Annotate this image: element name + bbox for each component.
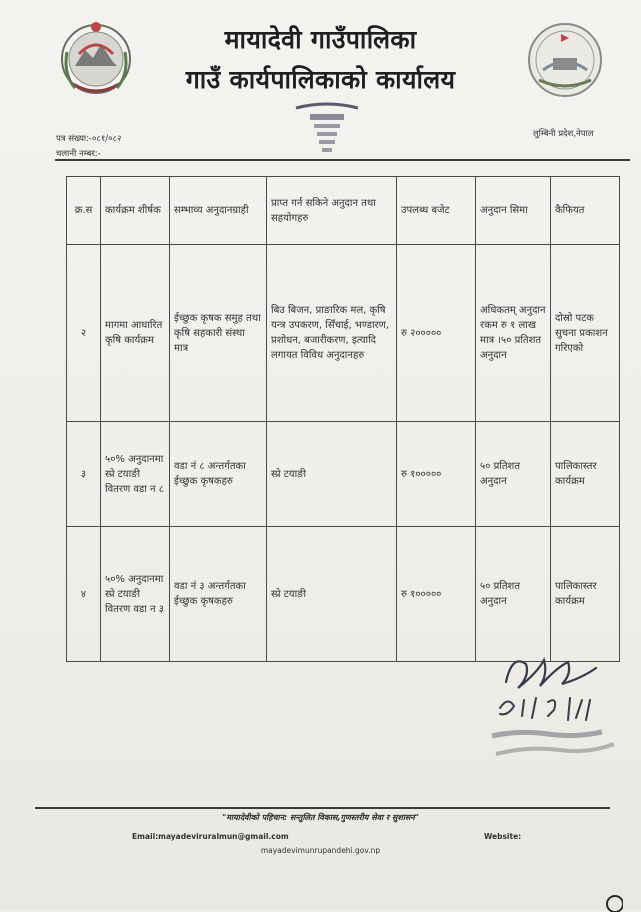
office-stamp-icon bbox=[292, 100, 362, 158]
cell-program-title: ५०% अनुदानमा स्प्रे टयाङी वितरण वडा न ३ bbox=[101, 527, 170, 662]
cell-grant-limit: अधिकतम् अनुदान रकम रु १ लाख मात्र ।५० प्रतिशत अनुदान bbox=[476, 245, 551, 422]
office-title: गाउँ कार्यपालिकाको कार्यालय bbox=[185, 65, 456, 94]
cell-serial: २ bbox=[67, 245, 101, 422]
header-remarks: कैफियत bbox=[551, 177, 620, 245]
header-grant-limit: अनुदान सिमा bbox=[476, 177, 551, 245]
header-beneficiary: सम्भाव्य अनुदानग्राही bbox=[170, 177, 267, 245]
footer-divider bbox=[35, 807, 610, 809]
cell-budget: रु १००००० bbox=[397, 527, 476, 662]
header-program-title: कार्यक्रम शीर्षक bbox=[101, 177, 170, 245]
letter-number: पत्र संख्या:-०८१/०८२ bbox=[56, 134, 122, 144]
province-label: लुम्बिनी प्रदेश,नेपाल bbox=[533, 129, 594, 139]
cell-grant-support: स्प्रे टयाङी bbox=[267, 527, 397, 662]
header-budget: उपलब्ध बजेट bbox=[397, 177, 476, 245]
municipality-logo-icon bbox=[525, 20, 605, 100]
header-grant-support: प्राप्त गर्न सकिने अनुदान तथा सहयोगहरु bbox=[267, 177, 397, 245]
cell-remarks: पालिकास्तर कार्यक्रम bbox=[551, 527, 620, 662]
cell-budget: रु १००००० bbox=[397, 422, 476, 527]
header-divider bbox=[55, 159, 630, 161]
header-serial: क्र.स bbox=[67, 177, 101, 245]
footer-website-label: Website: bbox=[484, 832, 522, 841]
cell-grant-support: स्प्रे टयाङी bbox=[267, 422, 397, 527]
cell-grant-limit: ५० प्रतिशत अनुदान bbox=[476, 422, 551, 527]
footer-website: mayadevimunrupandehi.gov.np bbox=[260, 846, 381, 855]
cell-program-title: ५०% अनुदानमा स्प्रे टयाङी वितरण वडा न ८ bbox=[101, 422, 170, 527]
cell-remarks: दोस्रो पटक सुचना प्रकाशन गरिएको bbox=[551, 245, 620, 422]
grant-program-table bbox=[66, 176, 620, 662]
cell-grant-limit: ५० प्रतिशत अनुदान bbox=[476, 527, 551, 662]
cell-beneficiary: वडा नं ३ अन्तर्गतका ईच्छुक कृषकहरु bbox=[170, 527, 267, 662]
dispatch-number: चलानी नम्बर:- bbox=[56, 149, 101, 159]
table-row bbox=[67, 245, 620, 422]
table-header-row bbox=[67, 177, 620, 245]
municipality-title: मायादेवी गाउँपालिका bbox=[224, 25, 417, 54]
cell-serial: ३ bbox=[67, 422, 101, 527]
cell-program-title: मागमा आधारित कृषि कार्यक्रम bbox=[101, 245, 170, 422]
cell-budget: रु २००००० bbox=[397, 245, 476, 422]
table-row bbox=[67, 527, 620, 662]
cell-beneficiary: ईच्छुक कृषक समुह तथा कृषि सहकारी संस्था मात्र bbox=[170, 245, 267, 422]
footer-motto: "मायादेवीको पहिचान: सन्तुलित विकास,गुणस्तरीय सेवा र सुशासन" bbox=[222, 813, 419, 822]
cell-remarks: पालिकास्तर कार्यक्रम bbox=[551, 422, 620, 527]
cell-grant-support: बिउ बिजन, प्राङारिक मल, कृषि यन्त्र उपकरण, सिँचाई, भण्डारण, प्रशोधन, बजारीकरण, इत्यादि लगायत विविध अनुदानहरु bbox=[267, 245, 397, 422]
footer-email: Email:mayadeviruralmun@gmail.com bbox=[132, 832, 289, 841]
cell-beneficiary: वडा नं ८ अन्तर्गतका ईच्छुक कृषकहरु bbox=[170, 422, 267, 527]
table-row bbox=[67, 422, 620, 527]
corner-mark-icon bbox=[603, 892, 623, 912]
cell-serial: ४ bbox=[67, 527, 101, 662]
handwritten-signature-icon bbox=[478, 650, 628, 785]
